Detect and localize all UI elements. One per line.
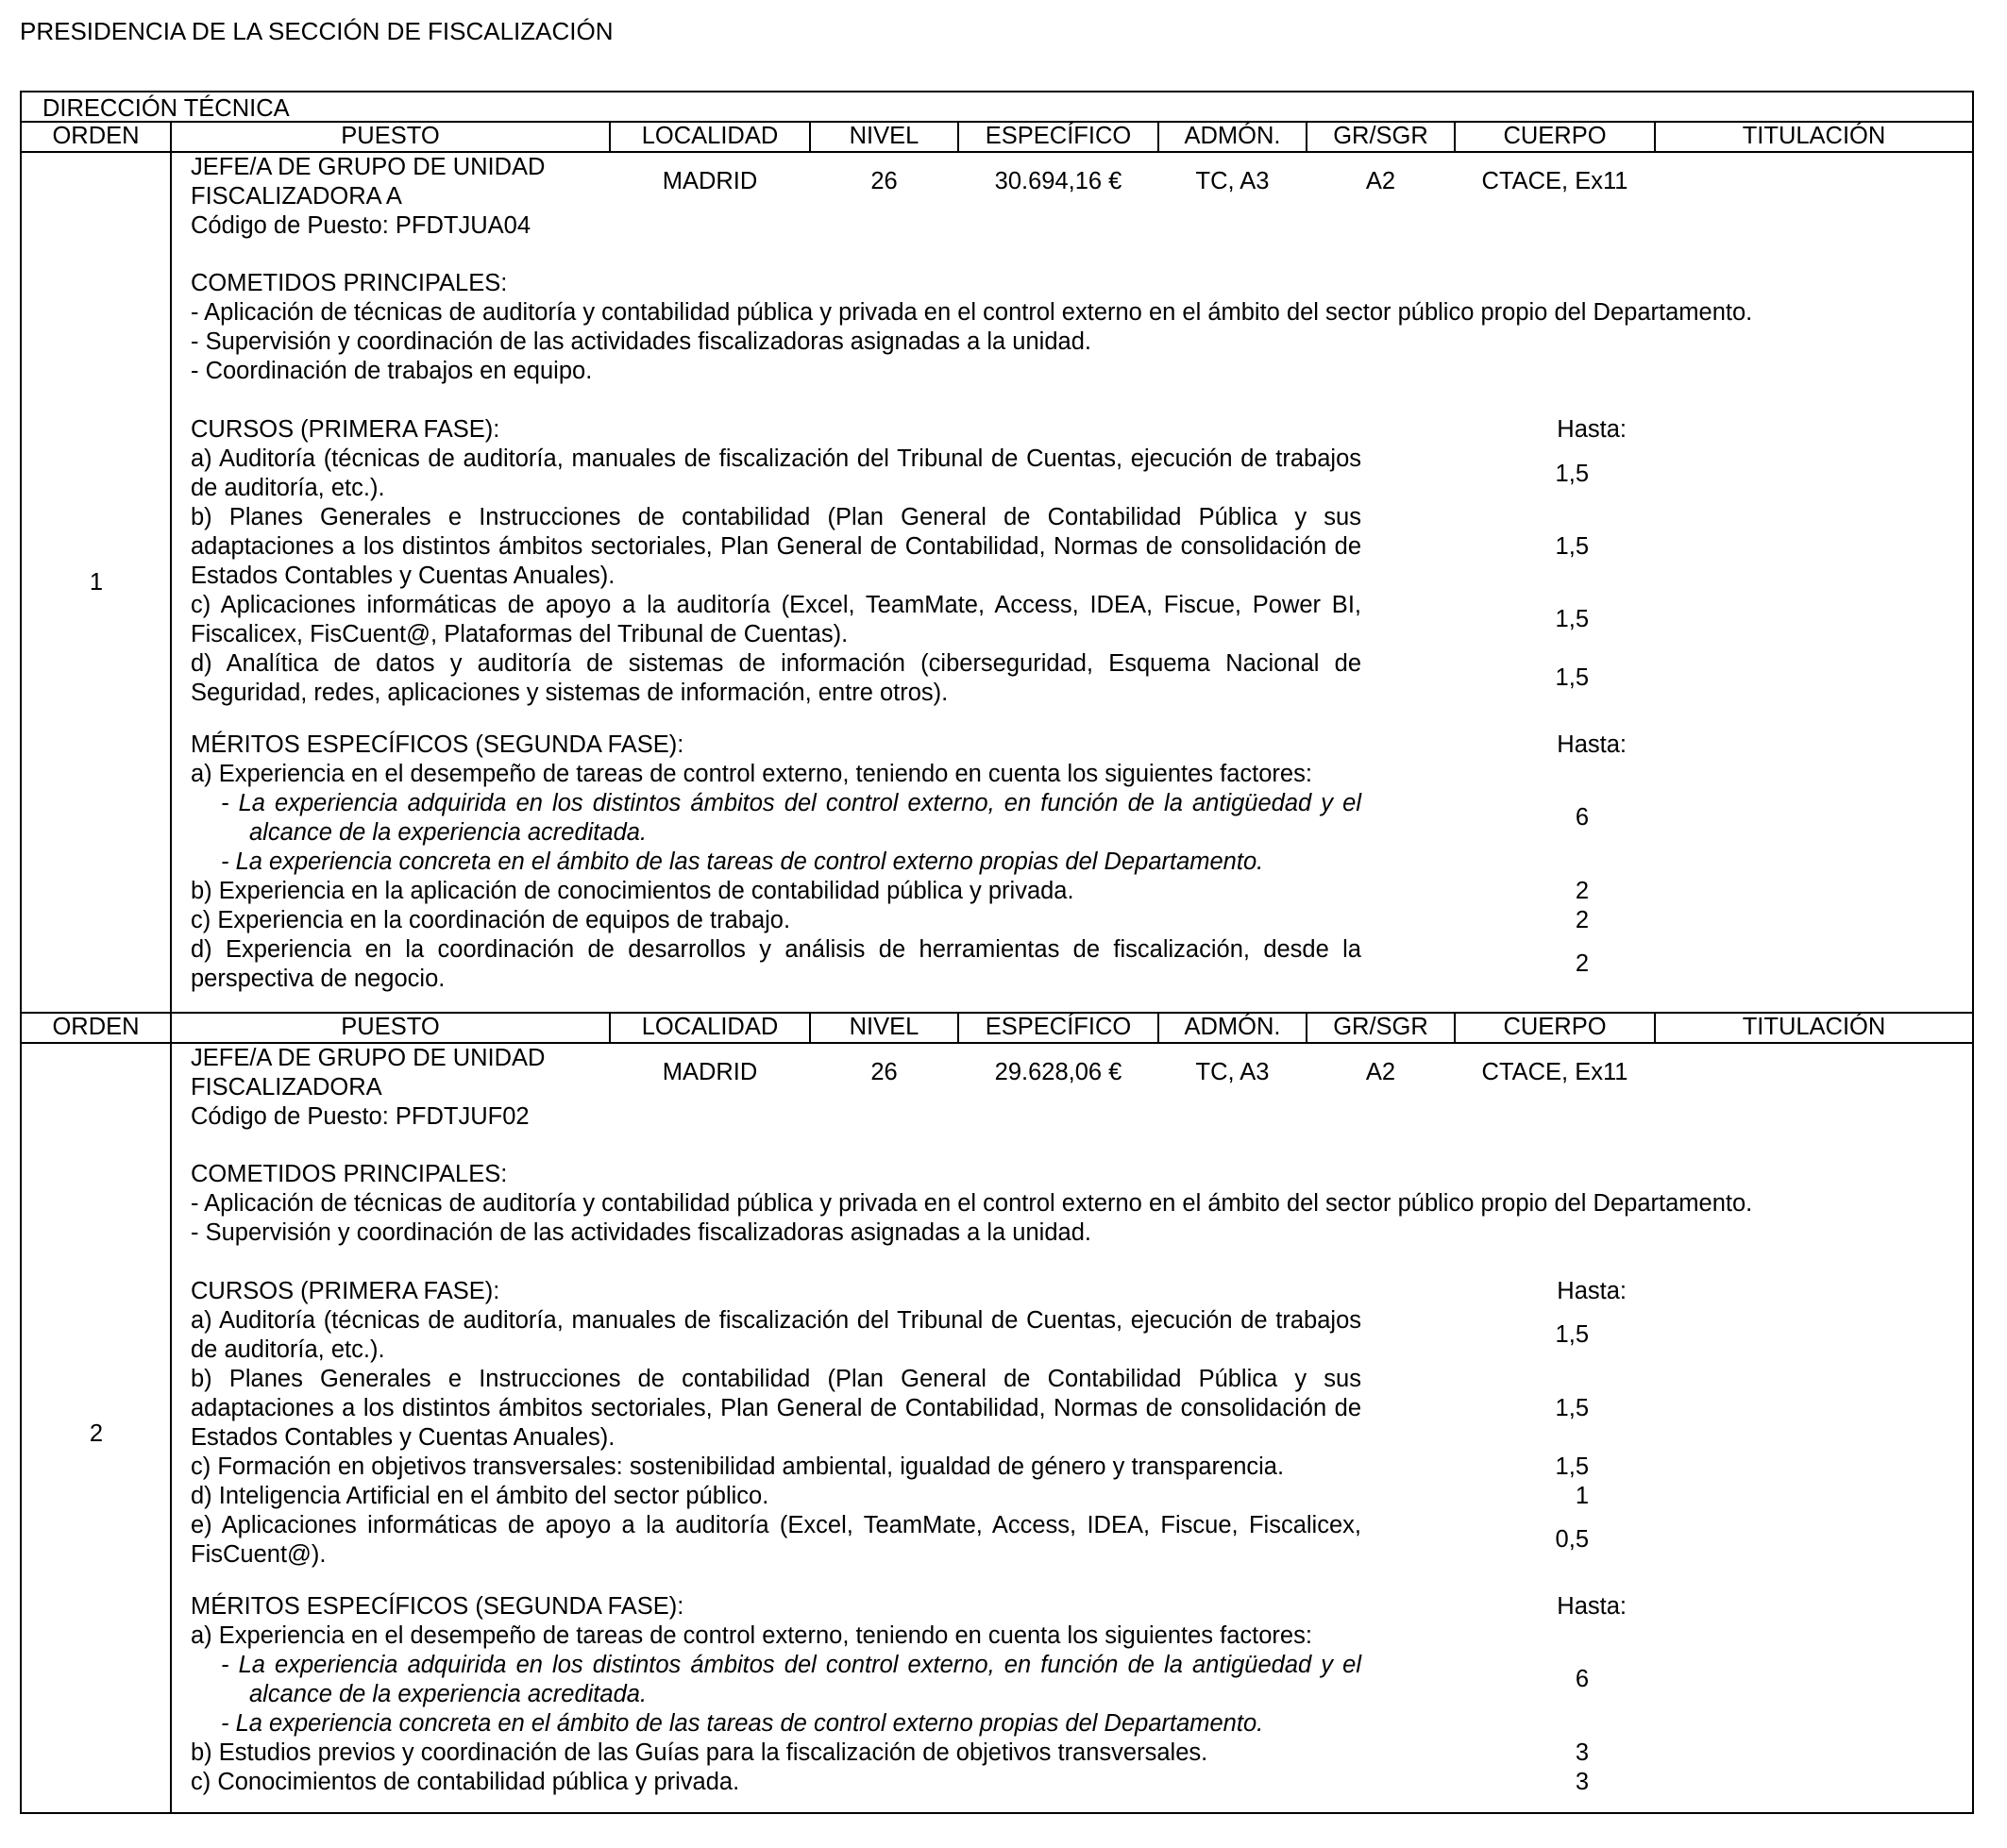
positions-table: [20, 91, 1974, 1814]
merito-item: a) Experiencia en el desempeño de tareas de control externo, teniendo en cuenta los siguientes factores:: [191, 761, 1312, 787]
cometidos-section: [191, 1160, 1965, 1248]
gr-sgr-value: A2: [1365, 168, 1396, 194]
cometido-item: - Aplicación de técnicas de auditoría y contabilidad pública y privada en el control externo en el ámbito del sector público propio del Departamento.: [191, 299, 1753, 326]
header-cuerpo: CUERPO: [1503, 1014, 1607, 1040]
header-nivel: NIVEL: [849, 1014, 919, 1040]
header-titulacion: TITULACIÓN: [1742, 123, 1886, 149]
header-nivel: NIVEL: [849, 123, 919, 149]
cometido-item: - Supervisión y coordinación de las actividades fiscalizadoras asignadas a la unidad.: [191, 1219, 1091, 1246]
cometidos-section: [191, 269, 1965, 386]
curso-points: 1,5: [1555, 461, 1589, 487]
hasta-label: Hasta:: [1557, 731, 1627, 758]
merito-item: d) Experiencia en la coordinación de desarrollos y análisis de herramientas de fiscalización, desde la perspectiva de negocio.: [191, 936, 1361, 992]
nivel-value: 26: [870, 1059, 898, 1085]
header-orden: ORDEN: [52, 123, 140, 149]
gr-sgr-value: A2: [1365, 1059, 1396, 1085]
admon-value: TC, A3: [1195, 1059, 1270, 1085]
codigo-puesto: Código de Puesto: PFDTJUF02: [191, 1103, 530, 1130]
header-puesto: PUESTO: [341, 1014, 440, 1040]
curso-points: 1,5: [1555, 1453, 1589, 1480]
merito-item: b) Estudios previos y coordinación de las Guías para la fiscalización de objetivos transversales.: [191, 1739, 1208, 1766]
header-especifico: ESPECÍFICO: [985, 123, 1132, 149]
curso-points: 1,5: [1555, 533, 1589, 560]
header-localidad: LOCALIDAD: [641, 1014, 779, 1040]
merito-item: c) Conocimientos de contabilidad pública y privada.: [191, 1769, 740, 1795]
curso-item: b) Planes Generales e Instrucciones de contabilidad (Plan General de Contabilidad Pública y sus adaptaciones a los distintos ámbitos sectoriales, Plan General de Contabilidad, Normas de consolidación de Estados Contables y Cuentas Anuales).: [191, 504, 1361, 589]
merito-item: b) Experiencia en la aplicación de conocimientos de contabilidad pública y privada.: [191, 878, 1074, 904]
merito-points: 2: [1575, 950, 1589, 977]
merito-points: 6: [1575, 1666, 1589, 1692]
header-titulacion: TITULACIÓN: [1742, 1014, 1886, 1040]
header-gr-sgr: GR/SGR: [1333, 123, 1428, 149]
cuerpo-value: CTACE, Ex11: [1481, 1059, 1628, 1085]
cometidos-title: COMETIDOS PRINCIPALES:: [191, 1161, 508, 1187]
header-admon: ADMÓN.: [1184, 123, 1281, 149]
curso-item: b) Planes Generales e Instrucciones de contabilidad (Plan General de Contabilidad Pública y sus adaptaciones a los distintos ámbitos sectoriales, Plan General de Contabilidad, Normas de consolidación de Estados Contables y Cuentas Anuales).: [191, 1366, 1361, 1451]
cometido-item: - Coordinación de trabajos en equipo.: [191, 358, 593, 384]
merito-item: a) Experiencia en el desempeño de tareas de control externo, teniendo en cuenta los siguientes factores:: [191, 1622, 1312, 1649]
puesto-name: [191, 153, 545, 241]
curso-item: c) Formación en objetivos transversales: sostenibilidad ambiental, igualdad de género y transparencia.: [191, 1453, 1285, 1480]
curso-item: d) Analítica de datos y auditoría de sistemas de información (ciberseguridad, Esquema Nacional de Seguridad, redes, aplicaciones y sistemas de información, entre otros).: [191, 650, 1361, 706]
merito-points: 3: [1575, 1739, 1589, 1766]
orden-value: 2: [89, 1420, 104, 1447]
cometido-item: - Supervisión y coordinación de las actividades fiscalizadoras asignadas a la unidad.: [191, 328, 1091, 355]
merito-points: 2: [1575, 878, 1589, 904]
page-title: PRESIDENCIA DE LA SECCIÓN DE FISCALIZACIÓN: [20, 17, 614, 45]
puesto-line: FISCALIZADORA: [191, 1074, 382, 1100]
header-cuerpo: CUERPO: [1503, 123, 1607, 149]
puesto-line: JEFE/A DE GRUPO DE UNIDAD: [191, 154, 546, 180]
codigo-puesto: Código de Puesto: PFDTJUA04: [191, 212, 531, 239]
header-puesto: PUESTO: [341, 123, 440, 149]
titulacion-value: [1656, 167, 1972, 196]
curso-item: e) Aplicaciones informáticas de apoyo a la auditoría (Excel, TeamMate, Access, IDEA, Fiscue, Fiscalicex, FisCuent@).: [191, 1512, 1361, 1568]
cuerpo-value: CTACE, Ex11: [1481, 168, 1628, 194]
cometidos-title: COMETIDOS PRINCIPALES:: [191, 270, 508, 296]
curso-points: 1,5: [1555, 664, 1589, 691]
hasta-label: Hasta:: [1557, 1278, 1627, 1304]
cursos-title: CURSOS (PRIMERA FASE):: [191, 1278, 500, 1304]
localidad-value: MADRID: [662, 168, 758, 194]
curso-item: a) Auditoría (técnicas de auditoría, manuales de fiscalización del Tribunal de Cuentas, ejecución de trabajos de auditoría, etc.).: [191, 445, 1361, 501]
meritos-title: MÉRITOS ESPECÍFICOS (SEGUNDA FASE):: [191, 1593, 684, 1620]
curso-points: 1,5: [1555, 1395, 1589, 1421]
merito-subitem: - La experiencia concreta en el ámbito de las tareas de control externo propias del Departamento.: [221, 848, 1264, 875]
merito-points: 2: [1575, 907, 1589, 933]
curso-points: 1,5: [1555, 606, 1589, 632]
orden-value: 1: [89, 569, 104, 596]
section-title: DIRECCIÓN TÉCNICA: [42, 95, 290, 122]
cursos-title: CURSOS (PRIMERA FASE):: [191, 416, 500, 443]
merito-item: c) Experiencia en la coordinación de equipos de trabajo.: [191, 907, 791, 933]
meritos-title: MÉRITOS ESPECÍFICOS (SEGUNDA FASE):: [191, 731, 684, 758]
hasta-label: Hasta:: [1557, 416, 1627, 443]
curso-points: 0,5: [1555, 1526, 1589, 1553]
header-orden: ORDEN: [52, 1014, 140, 1040]
merito-subitem: - La experiencia concreta en el ámbito de las tareas de control externo propias del Departamento.: [221, 1710, 1264, 1737]
puesto-line: FISCALIZADORA A: [191, 183, 402, 210]
curso-item: a) Auditoría (técnicas de auditoría, manuales de fiscalización del Tribunal de Cuentas, ejecución de trabajos de auditoría, etc.).: [191, 1307, 1361, 1363]
curso-item: d) Inteligencia Artificial en el ámbito del sector público.: [191, 1483, 769, 1509]
merito-subitem: - La experiencia adquirida en los distintos ámbitos del control externo, en función de la antigüedad y el alcance de la experiencia acreditada.: [221, 1652, 1361, 1707]
header-gr-sgr: GR/SGR: [1333, 1014, 1428, 1040]
curso-points: 1,5: [1555, 1321, 1589, 1348]
header-especifico: ESPECÍFICO: [985, 1014, 1132, 1040]
merito-subitem: - La experiencia adquirida en los distintos ámbitos del control externo, en función de la antigüedad y el alcance de la experiencia acreditada.: [221, 790, 1361, 846]
localidad-value: MADRID: [662, 1059, 758, 1085]
puesto-name: [191, 1044, 545, 1132]
especifico-value: 30.694,16 €: [994, 168, 1122, 194]
header-admon: ADMÓN.: [1184, 1014, 1281, 1040]
cometido-item: - Aplicación de técnicas de auditoría y contabilidad pública y privada en el control externo en el ámbito del sector público propio del Departamento.: [191, 1190, 1753, 1217]
curso-item: c) Aplicaciones informáticas de apoyo a la auditoría (Excel, TeamMate, Access, IDEA, Fiscue, Power BI, Fiscalicex, FisCuent@, Plataformas del Tribunal de Cuentas).: [191, 592, 1361, 647]
header-localidad: LOCALIDAD: [641, 123, 779, 149]
curso-points: 1: [1575, 1483, 1589, 1509]
admon-value: TC, A3: [1195, 168, 1270, 194]
divider: [170, 121, 172, 1814]
puesto-line: JEFE/A DE GRUPO DE UNIDAD: [191, 1045, 546, 1071]
merito-points: 6: [1575, 804, 1589, 831]
merito-points: 3: [1575, 1769, 1589, 1795]
nivel-value: 26: [870, 168, 898, 194]
titulacion-value: [1656, 1058, 1972, 1087]
hasta-label: Hasta:: [1557, 1593, 1627, 1620]
especifico-value: 29.628,06 €: [994, 1059, 1122, 1085]
